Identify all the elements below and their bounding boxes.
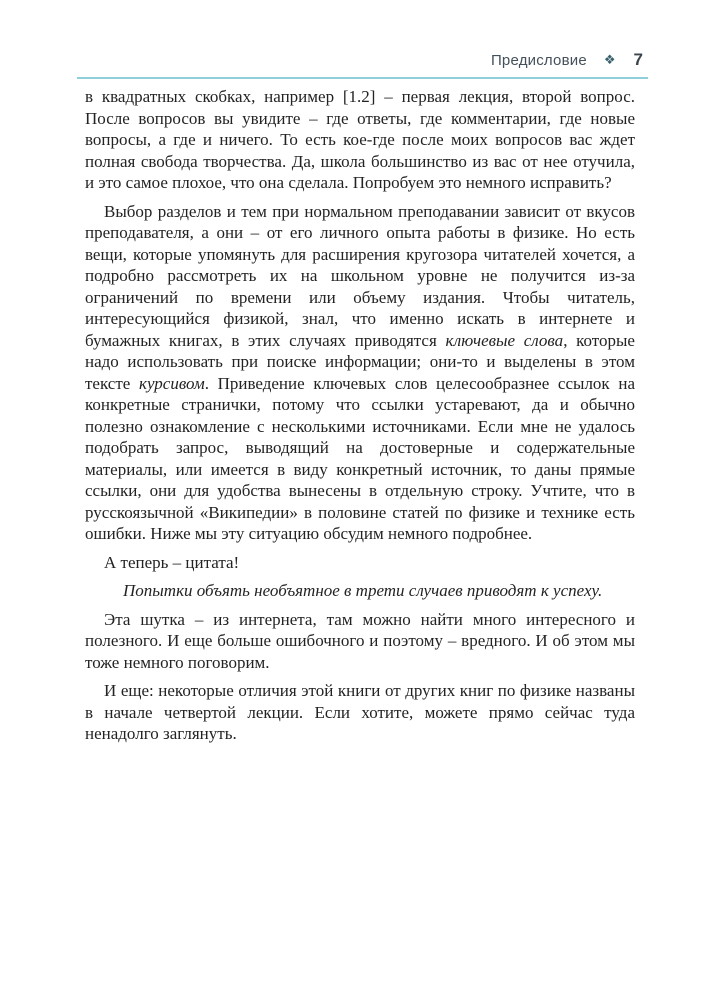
- running-header: [77, 50, 648, 79]
- paragraph-quote-intro: А теперь – цитата!: [104, 552, 240, 572]
- paragraph-joke-comment: Эта шутка – из интернета, там можно найти много интересного и полезного. И еще больше ошибочного и поэтому – вредного. И об этом мы тоже немного поговорим.: [85, 609, 635, 672]
- paragraph-continuation: в квадратных скобках, например [1.2] – первая лекция, второй вопрос. После вопросов вы увидите – где ответы, где комментарии, где новые вопросы, а где и ничего. То есть кое-где после моих вопросов вас ждет полная свобода творчества. Да, школа большинство из вас от нее отучила, и это самое плохое, что она сделала. Попробуем это немного исправить?: [85, 87, 635, 192]
- paragraph-2-text-2: , которые надо использовать при поиске информации; они-то и выделены в этом тексте: [85, 330, 635, 393]
- keyword-italic-klyuchevye-slova: ключевые слова: [445, 330, 564, 350]
- block-quote: Попытки объять необъятное в трети случаев приводят к успеху.: [123, 581, 603, 600]
- paragraph-book-differences: И еще: некоторые отличия этой книги от других книг по физике названы в начале четвертой лекции. Если хотите, можете прямо сейчас туда ненадолго заглянуть.: [85, 681, 635, 743]
- paragraph-sections-choice: [85, 201, 635, 545]
- paragraph-2-text-3: . Приведение ключевых слов целесообразнее ссылок на конкретные странички, потому что ссылки устаревают, да и обычно полезно ознакомление с несколькими источниками. Если мне не удалось подобрать запрос, выводящий на достоверные и содержательные материалы, или имеется в виду конкретный источник, то даны прямые ссылки, они для удобства вынесены в отдельную строку. Учтите, что в русскоязычной «Википедии» в половине статей по физике и технике есть ошибки. Ниже мы эту ситуацию обсудим немного подробнее.: [85, 373, 635, 543]
- four-diamond-ornament-icon: ❖: [603, 53, 616, 68]
- page-number: 7: [633, 50, 643, 69]
- paragraph-2-text-1: Выбор разделов и тем при нормальном преподавании зависит от вкусов преподавателя, а они – от его личного опыта работы в физике. Но есть вещи, которые упомянуть для расширения кругозора читателей хочется, а подробно рассмотреть их на школьном уровне не получится из-за ограничений по времени или объему издания. Чтобы читатель, интересующийся физикой, знал, что именно искать в интернете и бумажных книгах, в этих случаях приводятся: [85, 201, 635, 350]
- section-title: Предисловие: [490, 52, 587, 69]
- page-body: [85, 86, 635, 745]
- keyword-italic-kursivom: курсивом: [139, 373, 205, 393]
